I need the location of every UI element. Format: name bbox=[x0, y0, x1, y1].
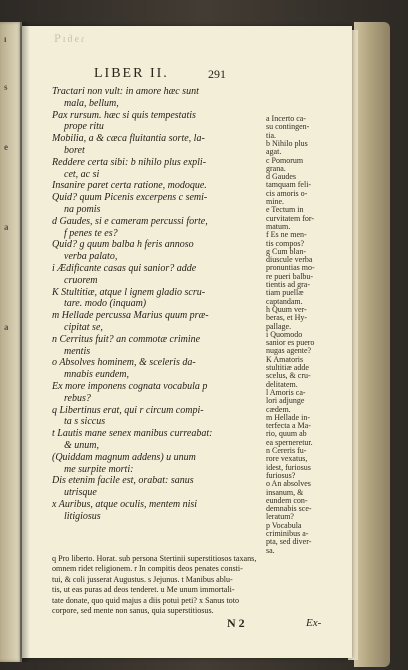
text-line: Quid? quum Picenis excerpens c semi- bbox=[52, 192, 208, 204]
marginal-note-line: rio, quum ab bbox=[266, 429, 307, 439]
marginal-note-line: idest, furiosus bbox=[266, 462, 311, 472]
text-line: f penes te es? bbox=[64, 227, 118, 239]
signature-mark: N 2 bbox=[227, 616, 245, 630]
marginal-note-line: beras, et Hy- bbox=[266, 313, 308, 323]
text-line: Tractari non vult: in amore hæc sunt bbox=[52, 86, 199, 97]
text-line: verba palato, bbox=[64, 251, 118, 263]
marginal-note-line: diuscule verba bbox=[266, 255, 313, 265]
marginal-note-line: terfecta a Ma- bbox=[266, 421, 311, 431]
text-line: utrisque bbox=[64, 487, 97, 499]
text-line: me surpite morti: bbox=[64, 463, 134, 475]
marginal-note-line: eundem con- bbox=[266, 495, 308, 505]
text-line: prope ritu bbox=[64, 121, 104, 133]
marginal-note-line: cis amoris o- bbox=[266, 188, 308, 198]
marginal-note-line: e Tectum in bbox=[266, 205, 304, 215]
marginal-note-line: re pueri balbu- bbox=[266, 271, 314, 281]
footnote-line: tate donate, quo quid majus a diis potui peti? x Sanus toto bbox=[52, 595, 240, 605]
running-title: LIBER II. bbox=[94, 66, 169, 81]
footnote-line: tis, ut eas puras ad deos tenderet. u Me unum immortali- bbox=[52, 585, 235, 595]
previous-page-edge: ı s e a a bbox=[0, 22, 22, 662]
marginal-note-line: grana. bbox=[266, 163, 286, 173]
footnote-line: tui, & coli jusserat Augustus. s Jejunus. t Manibus ablu- bbox=[52, 574, 233, 584]
marginal-note-line: sa. bbox=[266, 545, 275, 555]
footnote-line: q Pro liberto. Horat. sub persona Stertinii superstitiosos taxans, bbox=[52, 554, 257, 563]
marginal-note-line: d Gaudes bbox=[266, 172, 296, 182]
text-line: na pomis bbox=[64, 204, 101, 215]
text-line: i Ædificante casas qui sanior? adde bbox=[52, 263, 197, 274]
marginal-note-line: tamquam feli- bbox=[266, 180, 312, 190]
marginal-note-line: tiam puellæ bbox=[266, 288, 304, 298]
text-line: (Quiddam magnum addens) u unum bbox=[52, 451, 196, 463]
bleed-through-text: ɿɘɓıꟼ bbox=[52, 34, 85, 45]
text-line: litigiosus bbox=[64, 510, 101, 522]
marginal-note-line: g Cum blan- bbox=[266, 246, 306, 256]
footnote-line: omnem ridet religionem. r In compitis deos penates consti- bbox=[52, 564, 243, 574]
text-line: n Cerritus fuit? an commotæ crimine bbox=[52, 333, 201, 345]
marginal-note-line: pronuntias mo- bbox=[266, 263, 315, 273]
marginal-note-line: sanior es puero bbox=[266, 338, 315, 348]
text-line: cet, ac si bbox=[64, 168, 100, 180]
marginal-note-line: f Es ne men- bbox=[266, 230, 307, 240]
text-line: K Stultitiæ, atque l ignem gladio scru- bbox=[52, 286, 206, 298]
marginal-note-line: agat. bbox=[266, 147, 282, 157]
text-line: mnabis eundem, bbox=[64, 369, 129, 381]
marginal-note-line: tis compos? bbox=[266, 238, 304, 248]
marginal-note-line: p Vocabula bbox=[266, 520, 302, 530]
text-line: & unum, bbox=[64, 440, 99, 451]
marginal-note-line: leratum? bbox=[266, 512, 294, 522]
marginal-note-line: curvitatem for- bbox=[266, 213, 315, 223]
marginal-note-line: h Quum ver- bbox=[266, 304, 307, 314]
text-line: d Gaudes, si e cameram percussi forte, bbox=[52, 215, 208, 227]
text-line: Pax rursum. hæc si quis tempestatis bbox=[52, 109, 196, 121]
marginal-note-line: c Pomorum bbox=[266, 155, 304, 165]
marginal-note-line: delitatem. bbox=[266, 379, 298, 389]
text-line: Insanire paret certa ratione, modoque. bbox=[52, 180, 207, 192]
marginal-note-line: mine. bbox=[266, 197, 284, 206]
book-cover bbox=[354, 22, 390, 667]
marginal-note-line: b Nihilo plus bbox=[266, 138, 308, 148]
marginal-note-line: pta, sed diver- bbox=[266, 537, 312, 547]
marginal-note-line: nugas agente? bbox=[266, 346, 312, 356]
marginal-note-line: stultitiæ adde bbox=[266, 363, 309, 372]
page-header bbox=[22, 66, 352, 84]
text-line: cruorem bbox=[64, 274, 98, 286]
marginal-note-line: tia. bbox=[266, 130, 276, 140]
text-line: Reddere certa sibi: b nihilo plus expli- bbox=[52, 156, 207, 168]
text-line: ta s siccus bbox=[64, 416, 106, 428]
text-line: Mobilia, a & cæca fluitantia sorte, la- bbox=[52, 133, 205, 145]
marginal-note-line: lori adjunge bbox=[266, 396, 305, 406]
text-line: o Absolves hominem, & sceleris da- bbox=[52, 357, 196, 369]
text-line: tare. modo (inquam) bbox=[64, 298, 147, 310]
marginal-note-line: K Amatoris bbox=[266, 354, 304, 364]
marginal-note-line: matum. bbox=[266, 221, 291, 231]
footnote-line: corpore, sed mente non sanus, quia superstitiosus. bbox=[52, 606, 214, 615]
text-line: boret bbox=[64, 145, 85, 156]
marginal-note-line: scelus, & cru- bbox=[266, 371, 311, 381]
text-line: mala, bellum, bbox=[64, 97, 119, 109]
text-line: Quid? g quum balba h feris annoso bbox=[52, 239, 194, 251]
marginal-note-line: captandam. bbox=[266, 296, 303, 306]
marginal-note-line: ea sperneretur. bbox=[266, 437, 313, 447]
text-line: cipitat se, bbox=[64, 322, 103, 333]
catchword: Ex- bbox=[306, 617, 322, 629]
marginal-note-line: o An absolves bbox=[266, 479, 311, 489]
marginal-note-line: insanum, & bbox=[266, 487, 304, 497]
marginal-note-line: furiosus? bbox=[266, 470, 296, 480]
marginal-note-line: n Cereris fu- bbox=[266, 446, 307, 455]
text-line: mentis bbox=[64, 345, 91, 357]
marginal-note-line: a Incerto ca- bbox=[266, 114, 306, 123]
marginal-note-line: criminibus a- bbox=[266, 529, 309, 538]
marginal-note-line: l Amoris ca- bbox=[266, 387, 306, 397]
marginal-note-line: su contingen- bbox=[266, 122, 310, 132]
marginal-note-line: m Hellade in- bbox=[266, 412, 310, 422]
marginal-note-line: rore vexatus, bbox=[266, 454, 308, 464]
marginal-note-line: i Quomodo bbox=[266, 329, 303, 339]
marginal-note-line: tientis ad gra- bbox=[266, 280, 310, 289]
marginal-note-line: cædem. bbox=[266, 404, 291, 414]
marginal-note-line: pallage. bbox=[266, 321, 292, 331]
text-line: Dis etenim facile est, orabat: sanus bbox=[52, 475, 194, 487]
page-number: 291 bbox=[208, 67, 226, 81]
text-line: t Lautis mane senex manibus curreabat: bbox=[52, 428, 213, 440]
marginal-note-line: demnabis sce- bbox=[266, 504, 312, 514]
text-line: rebus? bbox=[64, 392, 91, 404]
spine-shadow bbox=[20, 22, 30, 662]
text-line: q Libertinus erat, qui r circum compi- bbox=[52, 404, 204, 416]
text-line: x Auribus, atque oculis, mentem nisi bbox=[52, 499, 198, 510]
text-line: m Hellade percussa Marius quum præ- bbox=[52, 310, 209, 322]
text-line: Ex more imponens cognata vocabula p bbox=[52, 381, 208, 392]
book-page bbox=[22, 26, 352, 658]
